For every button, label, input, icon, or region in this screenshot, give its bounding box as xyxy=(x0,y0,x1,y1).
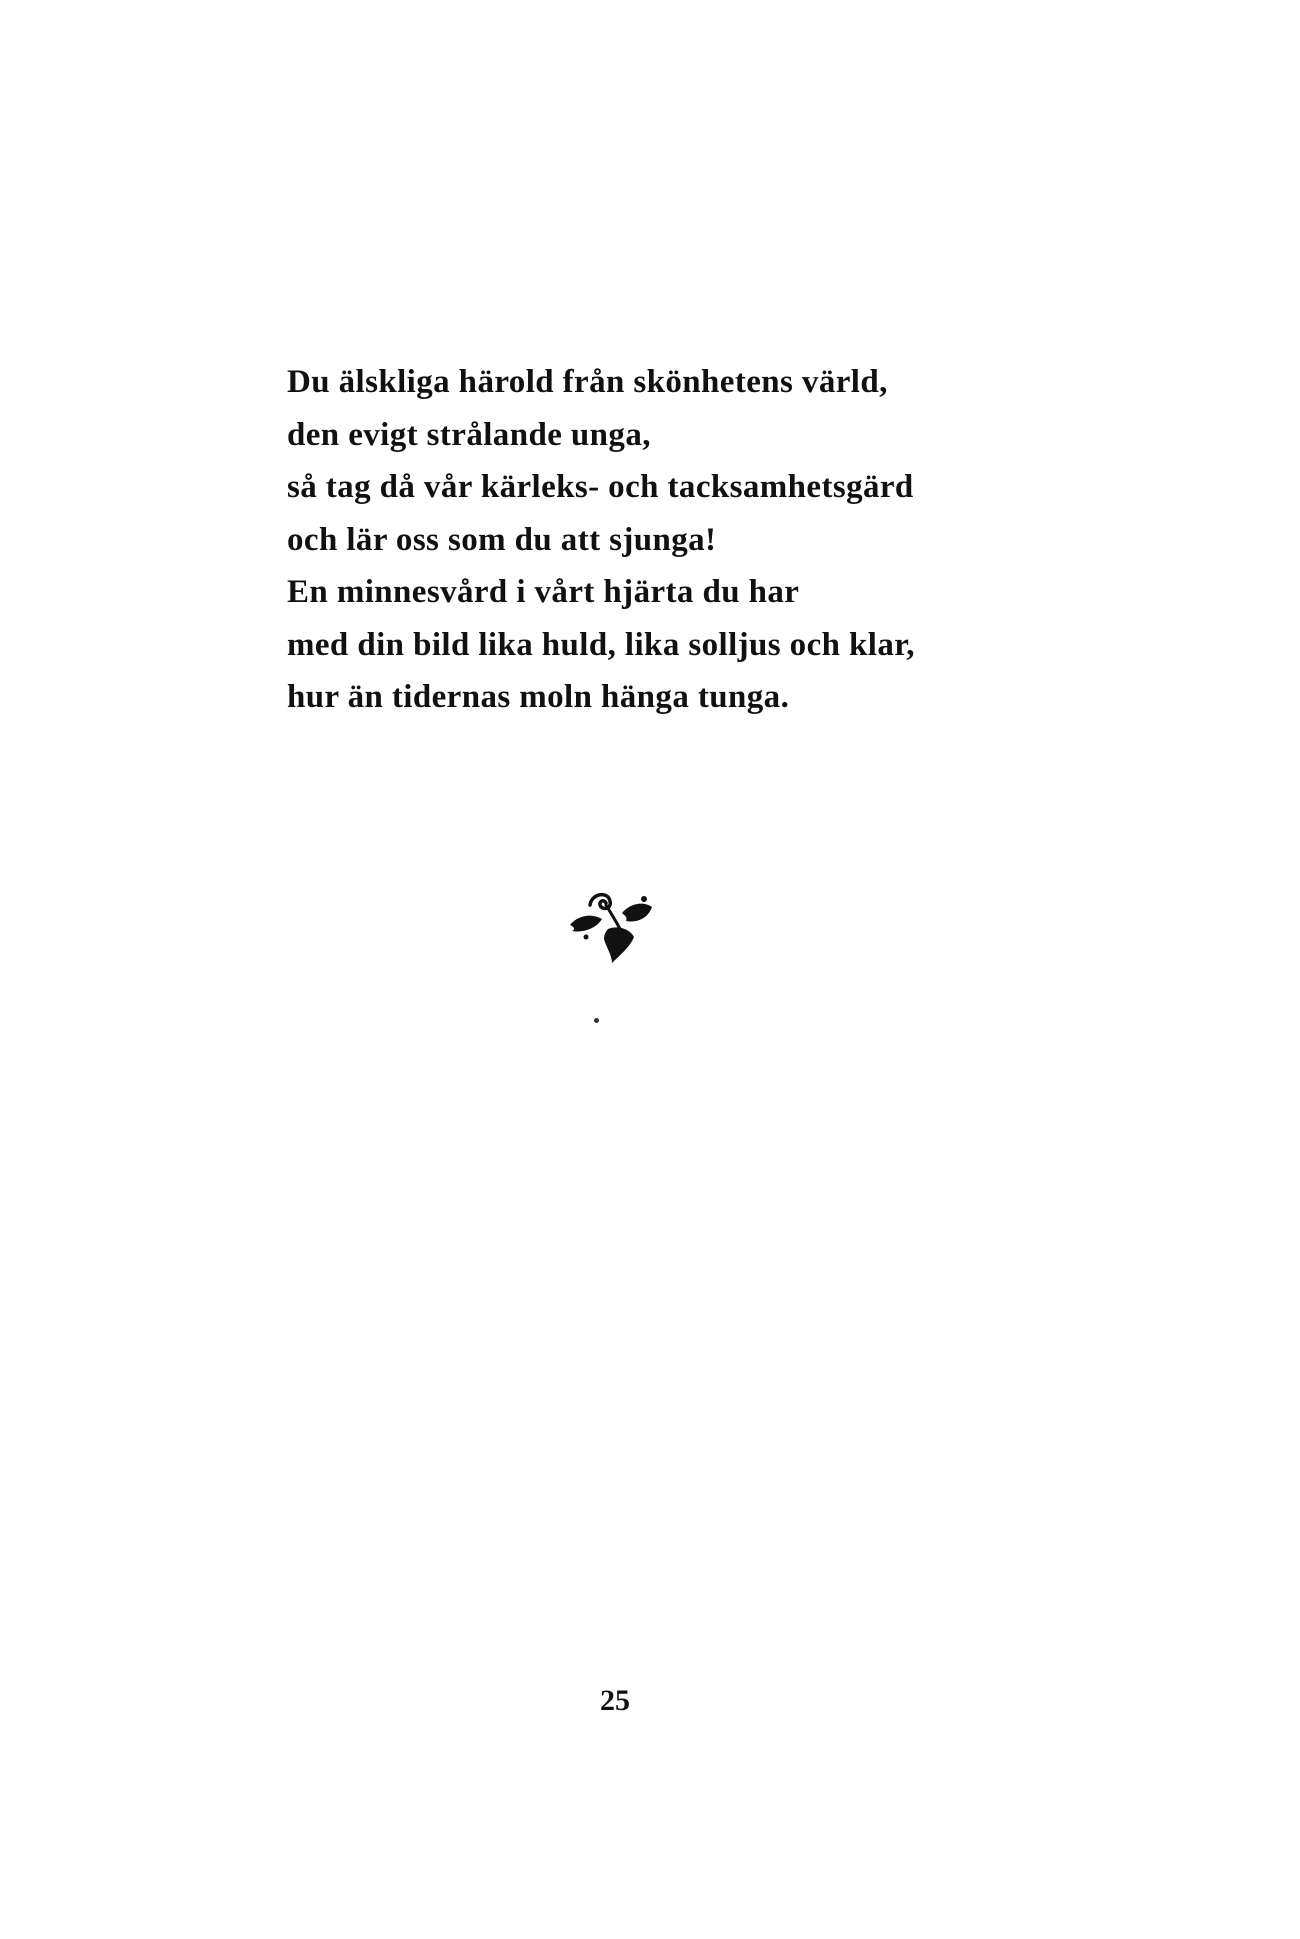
poem-line: och lär oss som du att sjunga! xyxy=(287,521,717,558)
poem-line: den evigt strålande unga, xyxy=(287,416,651,453)
stray-dot xyxy=(594,1018,599,1023)
poem-line: med din bild lika huld, lika solljus och klar, xyxy=(287,626,915,663)
poem-stanza xyxy=(287,356,1087,724)
page-number: 25 xyxy=(600,1684,630,1717)
leaf-fleuron-icon xyxy=(562,885,662,965)
poem-line: så tag då vår kärleks- och tacksamhetsgärd xyxy=(287,469,914,505)
poem-line: En minnesvård i vårt hjärta du har xyxy=(287,574,800,610)
poem-line: Du älskliga härold från skönhetens värld, xyxy=(287,364,888,400)
poem-line: hur än tidernas moln hänga tunga. xyxy=(287,679,790,715)
